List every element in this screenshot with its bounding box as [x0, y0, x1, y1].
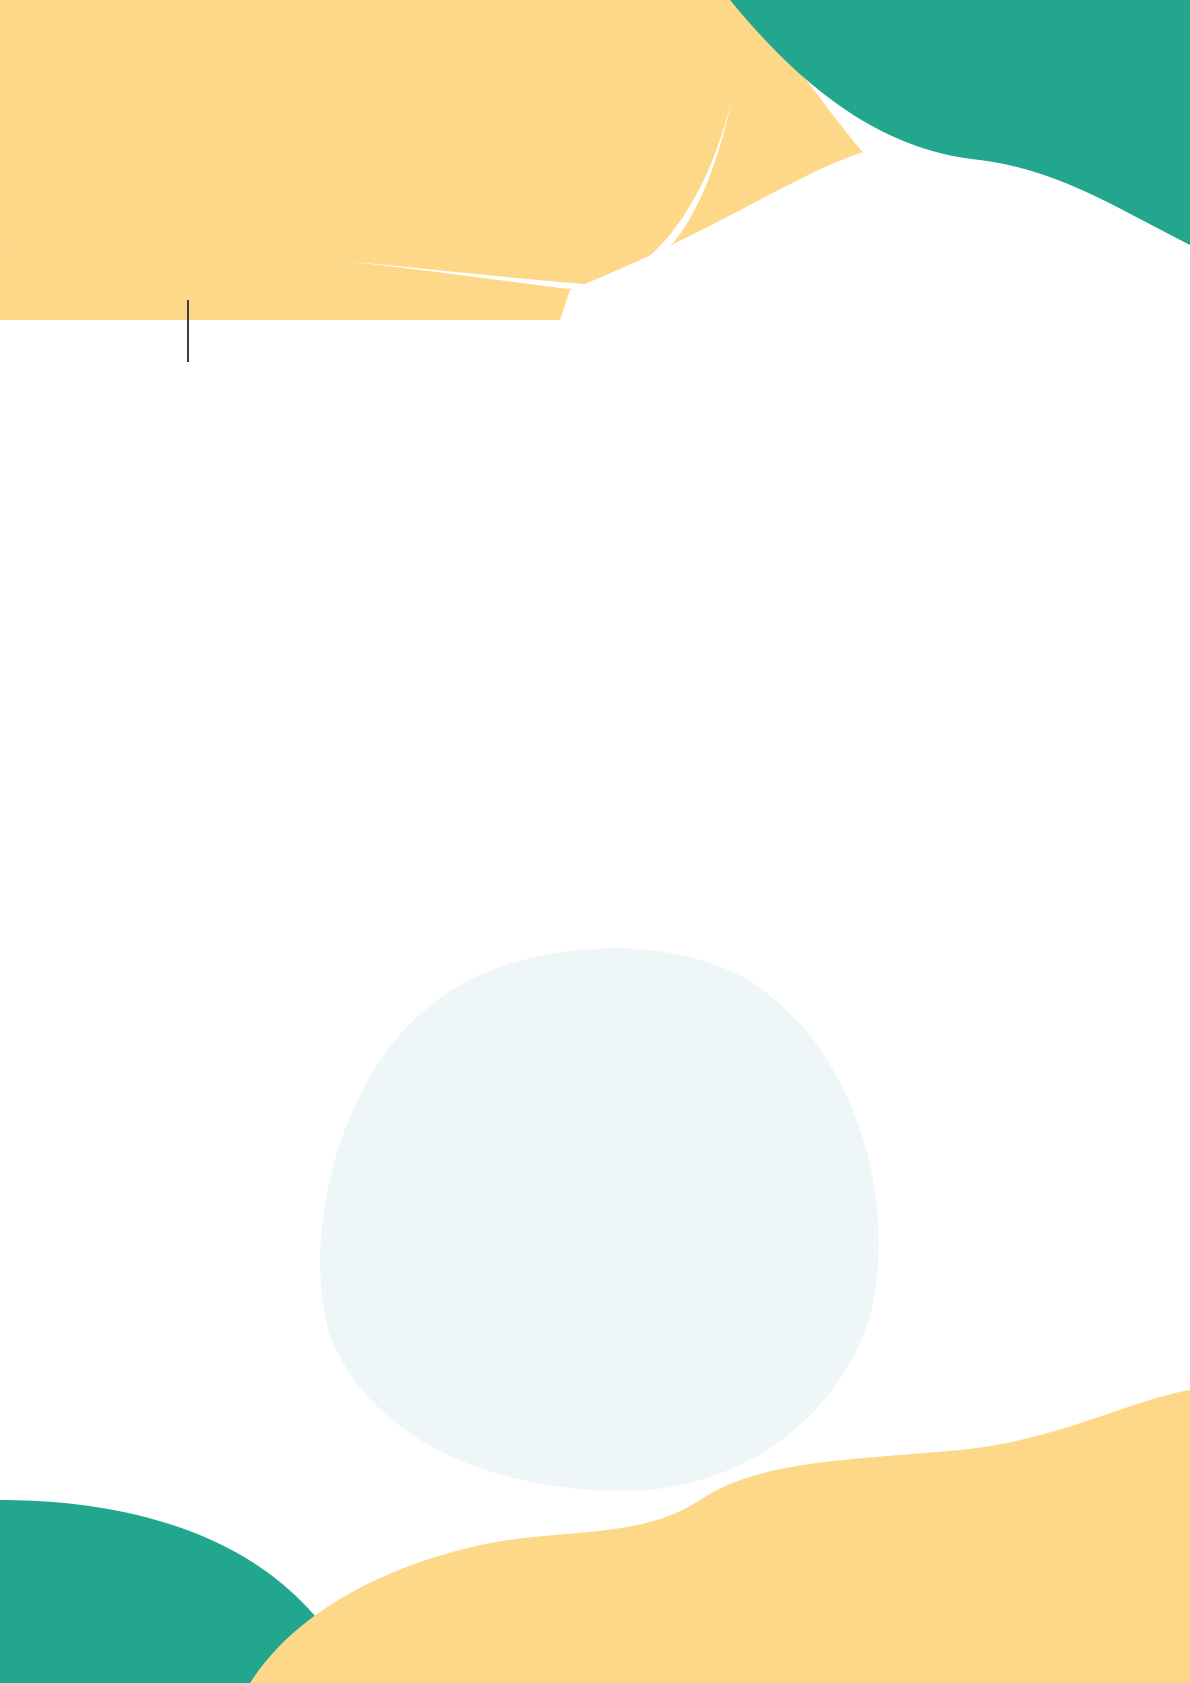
word-cloud [310, 936, 886, 1496]
topic-heading [159, 296, 211, 366]
word-cloud-shape [320, 948, 879, 1491]
title-divider [187, 300, 189, 362]
peach-top-fill [0, 0, 748, 285]
